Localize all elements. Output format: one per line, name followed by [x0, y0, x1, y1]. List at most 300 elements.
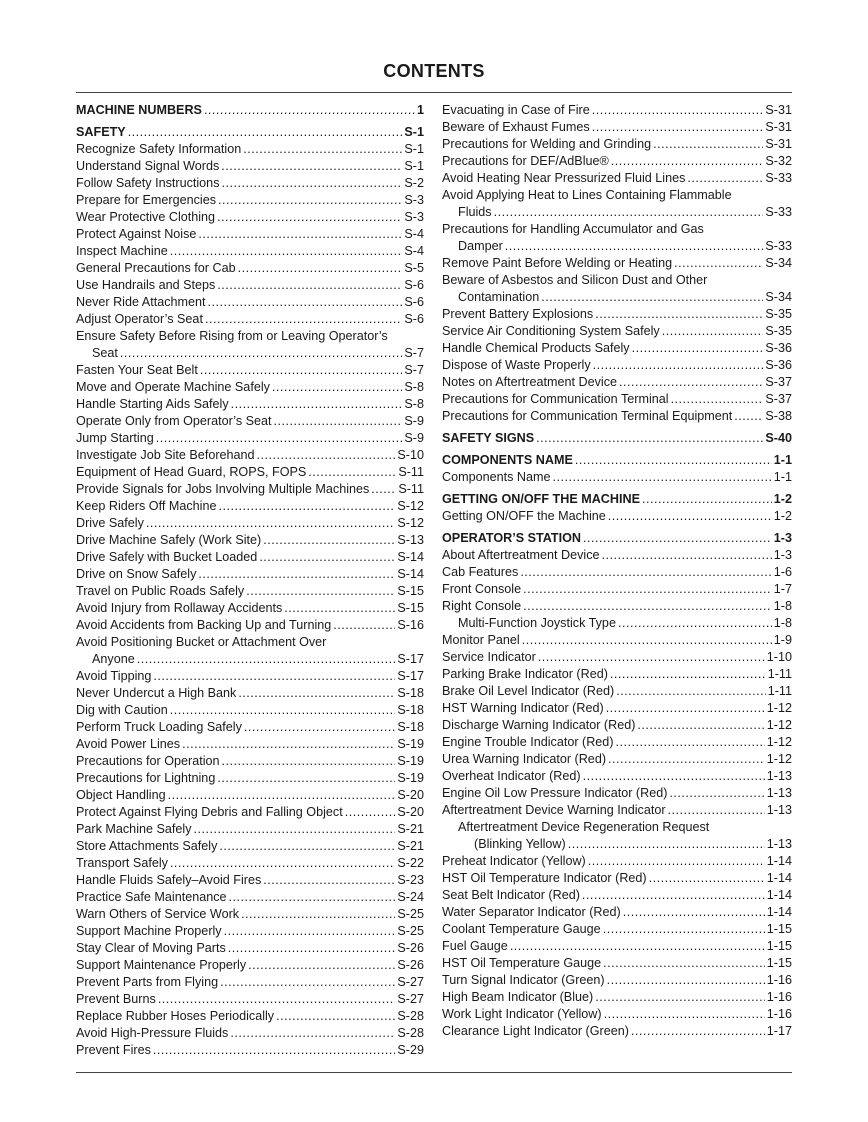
toc-entry[interactable]: [442, 1023, 792, 1040]
toc-entry[interactable]: [76, 787, 424, 804]
toc-entry[interactable]: [442, 615, 792, 632]
toc-entry-title[interactable]: Precautions for Handling Accumulator and Gas: [442, 222, 704, 236]
toc-entry-title: Stay Clear of Moving Parts: [76, 941, 226, 955]
toc-entry[interactable]: [76, 753, 424, 770]
toc-page-number: S-2: [404, 176, 424, 190]
dot-leader: [619, 374, 763, 391]
toc-entry[interactable]: [76, 311, 424, 328]
toc-entry-title: Discharge Warning Indicator (Red): [442, 718, 636, 732]
dot-leader: [522, 632, 772, 649]
toc-page-number: 1-12: [766, 701, 792, 715]
toc-entry[interactable]: [76, 515, 424, 532]
dot-leader: [649, 870, 765, 887]
dot-leader: [244, 719, 395, 736]
toc-entry[interactable]: [76, 1042, 424, 1059]
toc-page-number: S-12: [397, 499, 424, 513]
toc-entry-title: Prevent Fires: [76, 1043, 151, 1057]
toc-entry-title: Prevent Parts from Flying: [76, 975, 219, 989]
toc-entry-title: MACHINE NUMBERS: [76, 103, 202, 117]
dot-leader: [668, 802, 765, 819]
toc-entry[interactable]: [76, 719, 424, 736]
dot-leader: [222, 175, 403, 192]
toc-entry-title: Drive on Snow Safely: [76, 567, 197, 581]
toc-page-number: S-10: [397, 448, 424, 462]
toc-entry-title: Adjust Operator’s Seat: [76, 312, 203, 326]
toc-entry[interactable]: [76, 549, 424, 566]
dot-leader: [274, 413, 403, 430]
toc-entry-title: Replace Rubber Hoses Periodically: [76, 1009, 275, 1023]
toc-section-heading[interactable]: [442, 452, 792, 469]
toc-entry-title: Precautions for Welding and Grinding: [442, 137, 652, 151]
toc-entry-title: Drive Safely with Bucket Loaded: [76, 550, 258, 564]
toc-page-number: 1-8: [773, 599, 792, 613]
dot-leader: [229, 889, 396, 906]
toc-page-number: 1-16: [766, 973, 792, 987]
toc-entry-title[interactable]: Avoid Applying Heat to Lines Containing Flammable: [442, 188, 732, 202]
dot-leader: [205, 311, 402, 328]
dot-leader: [604, 1006, 765, 1023]
toc-entry[interactable]: [76, 464, 424, 481]
toc-entry-title: Warn Others of Service Work: [76, 907, 240, 921]
toc-page-number: S-1: [404, 125, 424, 139]
toc-page-number: 1-13: [766, 786, 792, 800]
toc-entry-title: Precautions for Communication Terminal Equipment: [442, 409, 733, 423]
toc-page-number: S-5: [404, 261, 424, 275]
dot-leader: [592, 102, 764, 119]
toc-entry[interactable]: [76, 345, 424, 362]
toc-entry[interactable]: [76, 396, 424, 413]
dot-leader: [231, 396, 403, 413]
toc-page-number: 1-13: [766, 803, 792, 817]
toc-entry[interactable]: [442, 972, 792, 989]
toc-entry[interactable]: [76, 957, 424, 974]
toc-entry[interactable]: [442, 649, 792, 666]
dot-leader: [241, 906, 395, 923]
toc-entry[interactable]: [76, 260, 424, 277]
toc-page-number: S-6: [404, 312, 424, 326]
toc-page-number: S-7: [404, 346, 424, 360]
toc-page-number: S-28: [397, 1026, 424, 1040]
dot-leader: [523, 581, 772, 598]
dot-leader: [257, 447, 396, 464]
toc-entry[interactable]: [442, 340, 792, 357]
toc-entry-title: Evacuating in Case of Fire: [442, 103, 590, 117]
toc-entry[interactable]: [76, 651, 424, 668]
toc-entry[interactable]: [442, 717, 792, 734]
toc-page-number: S-19: [397, 737, 424, 751]
dot-leader: [153, 1042, 396, 1059]
toc-entry[interactable]: [76, 889, 424, 906]
toc-entry-title: Work Light Indicator (Yellow): [442, 1007, 602, 1021]
dot-leader: [588, 853, 765, 870]
toc-entry[interactable]: [442, 700, 792, 717]
dot-leader: [153, 668, 395, 685]
dot-leader: [632, 340, 764, 357]
toc-entry-title: Handle Starting Aids Safely: [76, 397, 229, 411]
toc-entry-title: Multi-Function Joystick Type: [458, 616, 616, 630]
toc-entry[interactable]: [442, 887, 792, 904]
toc-entry-title: Water Separator Indicator (Red): [442, 905, 621, 919]
dot-leader: [170, 702, 396, 719]
toc-entry-title: Object Handling: [76, 788, 166, 802]
toc-entry[interactable]: [76, 498, 424, 515]
toc-entry[interactable]: [442, 938, 792, 955]
toc-page-number: S-33: [765, 205, 792, 219]
toc-entry[interactable]: [76, 991, 424, 1008]
toc-entry-title[interactable]: Ensure Safety Before Rising from or Leaving Operator’s: [76, 329, 388, 343]
toc-entry[interactable]: [442, 751, 792, 768]
toc-page-number: 1-6: [773, 565, 792, 579]
toc-entry[interactable]: [76, 702, 424, 719]
toc-entry[interactable]: [76, 447, 424, 464]
toc-entry-title-continued: Contamination: [458, 290, 540, 304]
dot-leader: [595, 306, 763, 323]
toc-entry[interactable]: [76, 192, 424, 209]
dot-leader: [198, 226, 402, 243]
toc-page-number: S-33: [765, 171, 792, 185]
toc-section-heading[interactable]: [76, 102, 424, 119]
toc-entry[interactable]: [76, 566, 424, 583]
toc-entry[interactable]: [76, 974, 424, 991]
dot-leader: [204, 102, 415, 119]
toc-entry[interactable]: [76, 277, 424, 294]
toc-entry[interactable]: [76, 838, 424, 855]
toc-page-number: 1-8: [773, 616, 792, 630]
toc-page-number: S-1: [404, 159, 424, 173]
dot-leader: [536, 430, 763, 447]
dot-leader: [238, 260, 403, 277]
toc-entry[interactable]: [442, 357, 792, 374]
toc-entry-title: Precautions for Operation: [76, 754, 220, 768]
toc-entry[interactable]: [76, 243, 424, 260]
toc-entry-title: Urea Warning Indicator (Red): [442, 752, 607, 766]
dot-leader: [606, 700, 765, 717]
toc-entry[interactable]: [442, 547, 792, 564]
toc-entry-title-continued: Fluids: [458, 205, 492, 219]
toc-entry-title: High Beam Indicator (Blue): [442, 990, 594, 1004]
dot-leader: [238, 685, 395, 702]
toc-page-number: S-6: [404, 295, 424, 309]
toc-entry-title: Avoid Heating Near Pressurized Fluid Lines: [442, 171, 686, 185]
toc-entry-title: Beware of Exhaust Fumes: [442, 120, 590, 134]
dot-leader: [592, 119, 764, 136]
dot-leader: [610, 666, 766, 683]
dot-leader: [158, 991, 396, 1008]
dot-leader: [276, 1008, 395, 1025]
dot-leader: [583, 530, 772, 547]
dot-leader: [505, 238, 764, 255]
dot-leader: [631, 1023, 765, 1040]
dot-leader: [618, 615, 772, 632]
toc-entry-title: Practice Safe Maintenance: [76, 890, 227, 904]
toc-entry[interactable]: [76, 226, 424, 243]
toc-page-number: S-1: [404, 142, 424, 156]
toc-entry-title[interactable]: Avoid Positioning Bucket or Attachment Over: [76, 635, 327, 649]
toc-entry[interactable]: [76, 175, 424, 192]
dot-leader: [128, 124, 403, 141]
dot-leader: [120, 345, 402, 362]
toc-page-number: S-34: [765, 290, 792, 304]
toc-entry-title: Never Undercut a High Bank: [76, 686, 237, 700]
bottom-rule: [76, 1072, 792, 1073]
toc-page-number: S-4: [404, 227, 424, 241]
toc-entry[interactable]: [76, 736, 424, 753]
toc-page-number: 1: [416, 103, 424, 117]
toc-entry[interactable]: [442, 408, 792, 425]
toc-entry[interactable]: [442, 666, 792, 683]
toc-entry-title: Aftertreatment Device Warning Indicator: [442, 803, 666, 817]
toc-entry[interactable]: [442, 306, 792, 323]
toc-entry[interactable]: [76, 430, 424, 447]
toc-section-heading[interactable]: [442, 430, 792, 447]
toc-entry-title: Prepare for Emergencies: [76, 193, 216, 207]
toc-entry-title-continued: (Blinking Yellow): [474, 837, 566, 851]
dot-leader: [168, 787, 396, 804]
toc-entry-title: Investigate Job Site Beforehand: [76, 448, 255, 462]
toc-section-heading[interactable]: [442, 491, 792, 508]
toc-entry[interactable]: [442, 955, 792, 972]
toc-page-number: S-16: [397, 618, 424, 632]
toc-entry-title: HST Oil Temperature Gauge: [442, 956, 602, 970]
toc-entry[interactable]: [76, 668, 424, 685]
toc-entry[interactable]: [76, 770, 424, 787]
toc-section-heading[interactable]: [442, 530, 792, 547]
toc-entry[interactable]: [76, 804, 424, 821]
dot-leader: [308, 464, 396, 481]
dot-leader: [611, 153, 764, 170]
toc-entry-title[interactable]: Beware of Asbestos and Silicon Dust and Other: [442, 273, 708, 287]
toc-entry[interactable]: [442, 289, 792, 306]
toc-entry[interactable]: [76, 583, 424, 600]
toc-entry-title[interactable]: Aftertreatment Device Regeneration Request: [458, 820, 710, 834]
toc-entry[interactable]: [76, 1008, 424, 1025]
toc-entry[interactable]: [442, 508, 792, 525]
dot-leader: [228, 940, 396, 957]
toc-entry-title: Handle Chemical Products Safely: [442, 341, 630, 355]
toc-entry-title: Handle Fluids Safely–Avoid Fires: [76, 873, 262, 887]
toc-page-number: S-25: [397, 907, 424, 921]
toc-entry-title: Engine Oil Low Pressure Indicator (Red): [442, 786, 668, 800]
toc-page-number: S-32: [765, 154, 792, 168]
dot-leader: [653, 136, 763, 153]
dot-leader: [523, 598, 772, 615]
toc-entry-title: Precautions for Communication Terminal: [442, 392, 669, 406]
toc-entry-title: Fuel Gauge: [442, 939, 508, 953]
dot-leader: [198, 566, 395, 583]
toc-page-number: S-20: [397, 805, 424, 819]
toc-entry[interactable]: [442, 170, 792, 187]
toc-entry-title: Overheat Indicator (Red): [442, 769, 581, 783]
toc-entry[interactable]: [442, 153, 792, 170]
dot-leader: [170, 243, 403, 260]
dot-leader: [510, 938, 765, 955]
toc-entry[interactable]: [442, 374, 792, 391]
toc-entry-title: Protect Against Flying Debris and Falling Object: [76, 805, 343, 819]
toc-entry[interactable]: [442, 1006, 792, 1023]
toc-page-number: S-17: [397, 669, 424, 683]
dot-leader: [616, 683, 766, 700]
toc-page-number: S-3: [404, 193, 424, 207]
toc-entry[interactable]: [76, 1025, 424, 1042]
toc-page-number: 1-12: [766, 735, 792, 749]
toc-entry-title: Turn Signal Indicator (Green): [442, 973, 605, 987]
toc-entry[interactable]: [442, 598, 792, 615]
dot-leader: [616, 734, 765, 751]
toc-entry[interactable]: [442, 853, 792, 870]
toc-entry[interactable]: [76, 685, 424, 702]
dot-leader: [603, 955, 765, 972]
dot-leader: [246, 583, 395, 600]
toc-entry-title: Operate Only from Operator’s Seat: [76, 414, 272, 428]
toc-entry[interactable]: [76, 362, 424, 379]
toc-page-number: 1-9: [773, 633, 792, 647]
toc-entry[interactable]: [442, 136, 792, 153]
toc-entry-title: Understand Signal Words: [76, 159, 220, 173]
toc-entry-title: Parking Brake Indicator (Red): [442, 667, 608, 681]
toc-entry[interactable]: [442, 870, 792, 887]
toc-section-heading[interactable]: [76, 124, 424, 141]
toc-entry[interactable]: [76, 141, 424, 158]
dot-leader: [224, 923, 396, 940]
toc-entry-title: Brake Oil Level Indicator (Red): [442, 684, 615, 698]
toc-entry[interactable]: [76, 940, 424, 957]
toc-page-number: S-27: [397, 992, 424, 1006]
toc-page-number: S-33: [765, 239, 792, 253]
toc-page-number: S-28: [397, 1009, 424, 1023]
dot-leader: [272, 379, 402, 396]
toc-entry[interactable]: [76, 481, 424, 498]
toc-entry[interactable]: [442, 119, 792, 136]
toc-entry[interactable]: [442, 632, 792, 649]
toc-entry[interactable]: [76, 821, 424, 838]
toc-entry-title: OPERATOR’S STATION: [442, 531, 582, 545]
toc-entry[interactable]: [442, 581, 792, 598]
toc-entry-title: Front Console: [442, 582, 522, 596]
toc-entry[interactable]: [442, 989, 792, 1006]
toc-page-number: 1-13: [766, 837, 792, 851]
toc-entry[interactable]: [76, 532, 424, 549]
toc-page-number: S-29: [397, 1043, 424, 1057]
toc-entry-title: Protect Against Noise: [76, 227, 197, 241]
toc-entry-title: Avoid Power Lines: [76, 737, 181, 751]
dot-leader: [333, 617, 395, 634]
toc-entry[interactable]: [442, 683, 792, 700]
toc-entry-title: Precautions for Lightning: [76, 771, 216, 785]
toc-page-number: 1-11: [767, 684, 792, 698]
dot-leader: [520, 564, 771, 581]
toc-page-number: 1-7: [773, 582, 792, 596]
toc-entry[interactable]: [76, 413, 424, 430]
toc-page-number: S-8: [404, 397, 424, 411]
toc-page-number: S-17: [397, 652, 424, 666]
toc-entry[interactable]: [442, 785, 792, 802]
dot-leader: [608, 751, 765, 768]
toc-page-number: S-11: [398, 482, 424, 496]
toc-entry-title: Never Ride Attachment: [76, 295, 206, 309]
toc-entry[interactable]: [76, 923, 424, 940]
toc-page-number: S-25: [397, 924, 424, 938]
toc-entry-title: Preheat Indicator (Yellow): [442, 854, 586, 868]
toc-entry-title: Keep Riders Off Machine: [76, 499, 217, 513]
toc-entry[interactable]: [76, 855, 424, 872]
toc-entry-title: COMPONENTS NAME: [442, 453, 573, 467]
dot-leader: [200, 362, 403, 379]
toc-page-number: S-35: [765, 307, 792, 321]
toc-entry[interactable]: [442, 469, 792, 486]
toc-entry[interactable]: [442, 768, 792, 785]
toc-entry[interactable]: [442, 802, 792, 819]
dot-leader: [662, 323, 764, 340]
toc-entry[interactable]: [442, 904, 792, 921]
toc-entry-title: Coolant Temperature Gauge: [442, 922, 601, 936]
toc-entry-title-continued: Anyone: [92, 652, 135, 666]
toc-page-number: S-40: [765, 431, 792, 445]
dot-leader: [734, 408, 763, 425]
toc-entry-title: Drive Safely: [76, 516, 144, 530]
toc-entry-title: Recognize Safety Information: [76, 142, 242, 156]
dot-leader: [583, 768, 765, 785]
toc-page-number: S-38: [765, 409, 792, 423]
toc-page-number: S-21: [397, 839, 424, 853]
toc-page-number: S-11: [398, 465, 424, 479]
dot-leader: [553, 469, 772, 486]
toc-entry[interactable]: [76, 617, 424, 634]
toc-entry[interactable]: [442, 564, 792, 581]
toc-page-number: S-18: [397, 703, 424, 717]
toc-entry[interactable]: [76, 294, 424, 311]
toc-entry-title: Provide Signals for Jobs Involving Multiple Machines: [76, 482, 370, 496]
toc-page-number: 1-3: [773, 531, 792, 545]
toc-entry[interactable]: [442, 204, 792, 221]
toc-entry[interactable]: [442, 734, 792, 751]
toc-entry[interactable]: [442, 391, 792, 408]
toc-entry-title: Fasten Your Seat Belt: [76, 363, 198, 377]
toc-page-number: 1-2: [773, 509, 792, 523]
toc-page-number: S-15: [397, 601, 424, 615]
toc-page-number: S-23: [397, 873, 424, 887]
dot-leader: [222, 753, 396, 770]
toc-entry[interactable]: [442, 836, 792, 853]
toc-entry-title: Perform Truck Loading Safely: [76, 720, 242, 734]
dot-leader: [146, 515, 396, 532]
dot-leader: [607, 972, 765, 989]
toc-entry-title: Support Maintenance Properly: [76, 958, 247, 972]
toc-entry[interactable]: [76, 379, 424, 396]
toc-entry[interactable]: [76, 600, 424, 617]
dot-leader: [642, 491, 772, 508]
toc-page-number: 1-3: [773, 548, 792, 562]
toc-entry[interactable]: [442, 102, 792, 119]
toc-page-number: 1-15: [766, 956, 792, 970]
dot-leader: [674, 255, 763, 272]
toc-entry-title: Getting ON/OFF the Machine: [442, 509, 606, 523]
toc-entry[interactable]: [442, 323, 792, 340]
toc-entry[interactable]: [76, 158, 424, 175]
toc-entry-title: Remove Paint Before Welding or Heating: [442, 256, 673, 270]
toc-entry[interactable]: [442, 255, 792, 272]
toc-entry-title: Avoid Accidents from Backing Up and Turning: [76, 618, 332, 632]
toc-page-number: S-15: [397, 584, 424, 598]
toc-entry[interactable]: [76, 906, 424, 923]
toc-entry[interactable]: [76, 872, 424, 889]
toc-page-number: 1-14: [766, 888, 792, 902]
toc-entry[interactable]: [442, 921, 792, 938]
dot-leader: [582, 887, 765, 904]
toc-entry-title: Seat Belt Indicator (Red): [442, 888, 580, 902]
toc-entry[interactable]: [76, 209, 424, 226]
toc-entry[interactable]: [442, 238, 792, 255]
dot-leader: [371, 481, 396, 498]
